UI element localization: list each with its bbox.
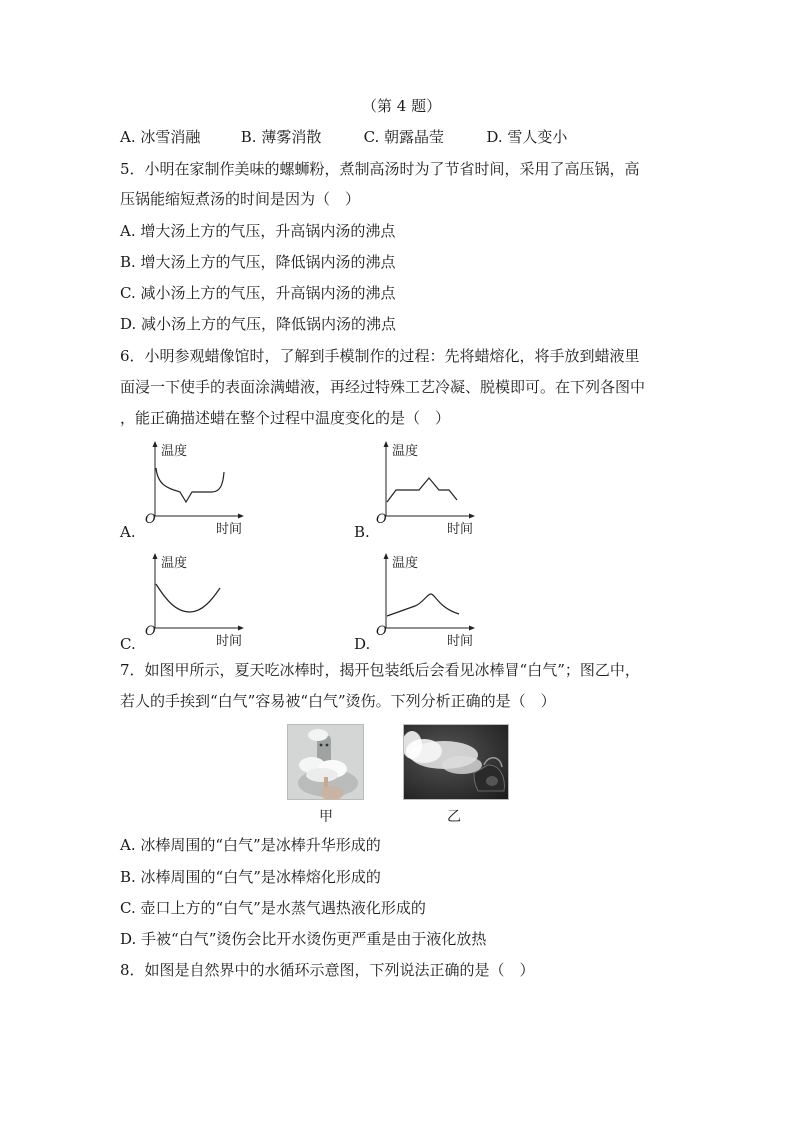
graph-a-letter: A. (120, 523, 136, 541)
q5-option-b: B. 增大汤上方的气压，降低锅内汤的沸点 (120, 253, 396, 271)
graph-c (140, 550, 250, 650)
graph-d-letter: D. (354, 635, 371, 653)
q8-stem-line1: 8．如图是自然界中的水循环示意图，下列说法正确的是（ ） (120, 961, 535, 979)
q7-stem-line2: 若人的手挨到“白气”容易被“白气”烫伤。下列分析正确的是（ ） (120, 692, 556, 710)
graph-b-letter: B. (354, 523, 370, 541)
graph-a-origin: O (145, 512, 156, 527)
graph-c-x-label: 时间 (216, 634, 243, 649)
graph-d (371, 550, 481, 650)
q6-stem-line1: 6．小明参观蜡像馆时，了解到手模制作的过程：先将蜡熔化，将手放到蜡液里 (120, 347, 640, 365)
q7-option-d: D. 手被“白气”烫伤会比开水烫伤更严重是由于液化放热 (120, 930, 487, 948)
q4-caption: （第 4 题） (362, 97, 442, 115)
graph-c-origin: O (145, 624, 156, 639)
graph-d-y-label: 温度 (392, 556, 419, 571)
q4-option-a: A. 冰雪消融 (120, 128, 201, 146)
graph-a-x-label: 时间 (216, 522, 243, 537)
graph-c-letter: C. (120, 635, 136, 653)
graph-c-y-label: 温度 (161, 556, 188, 571)
q4-option-c: C. 朝露晶莹 (363, 128, 445, 146)
q7-option-b: B. 冰棒周围的“白气”是冰棒熔化形成的 (120, 868, 381, 886)
q7-option-c: C. 壶口上方的“白气”是水蒸气遇热液化形成的 (120, 899, 426, 917)
q6-stem-line2: 面浸一下使手的表面涂满蜡液，再经过特殊工艺冷凝、脱模即可。在下列各图中 (120, 378, 646, 396)
q4-options (120, 127, 567, 147)
photo-kettle-steam (403, 724, 509, 800)
q5-option-a: A. 增大汤上方的气压，升高锅内汤的沸点 (120, 222, 396, 240)
graph-a (140, 438, 250, 538)
graph-d-x-label: 时间 (447, 634, 474, 649)
photo-popsicle-caption: 甲 (319, 809, 333, 825)
graph-b-x-label: 时间 (447, 522, 474, 537)
q7-option-a: A. 冰棒周围的“白气”是冰棒升华形成的 (120, 836, 381, 854)
q5-option-d: D. 减小汤上方的气压，降低锅内汤的沸点 (120, 315, 397, 333)
photo-popsicle (287, 724, 364, 800)
q7-stem-line1: 7．如图甲所示，夏天吃冰棒时，揭开包装纸后会看见冰棒冒“白气”；图乙中， (120, 661, 640, 679)
q4-option-b: B. 薄雾消散 (240, 128, 322, 146)
photo-kettle-caption: 乙 (447, 809, 461, 825)
graph-d-origin: O (376, 624, 387, 639)
graph-b (371, 438, 481, 538)
graph-a-y-label: 温度 (161, 444, 188, 459)
q5-stem-line2: 压锅能缩短煮汤的时间是因为（ ） (120, 190, 361, 208)
q6-stem-line3: ，能正确描述蜡在整个过程中温度变化的是（ ） (120, 409, 451, 427)
graph-b-origin: O (376, 512, 387, 527)
q5-option-c: C. 减小汤上方的气压，升高锅内汤的沸点 (120, 284, 396, 302)
graph-b-y-label: 温度 (392, 444, 419, 459)
q4-option-d: D. 雪人变小 (486, 128, 568, 146)
q5-stem-line1: 5．小明在家制作美味的螺蛳粉，煮制高汤时为了节省时间，采用了高压锅，高 (120, 160, 640, 178)
